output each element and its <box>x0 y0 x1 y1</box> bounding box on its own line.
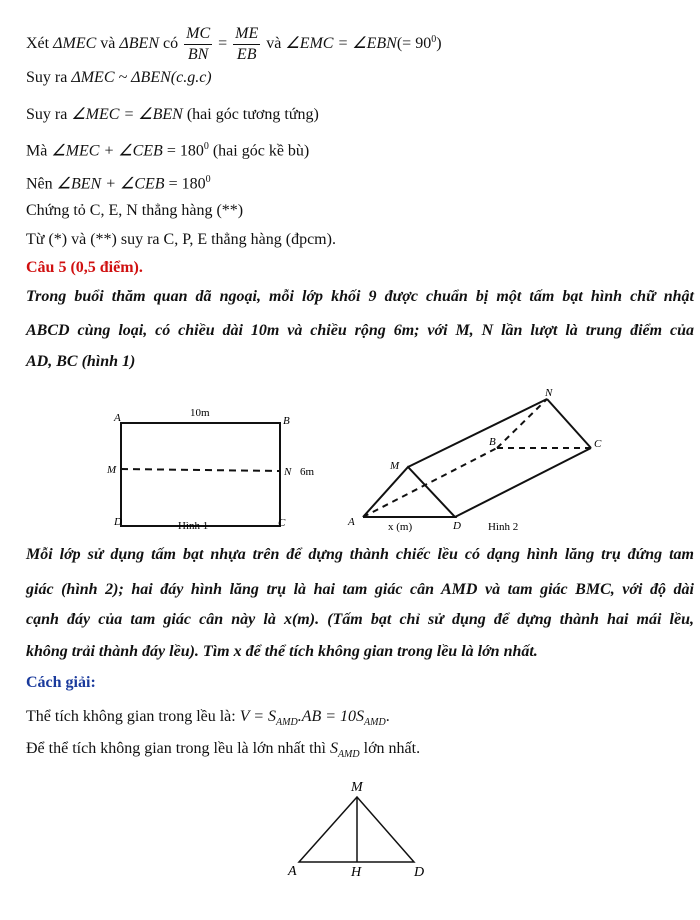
subscript: AMD <box>276 717 298 729</box>
math: ∠BEN + ∠CEB <box>56 175 165 193</box>
math: ∠MEC + ∠CEB <box>51 142 163 160</box>
question-title: Câu 5 (0,5 điểm). <box>26 259 143 276</box>
superscript: 0 <box>203 141 209 152</box>
figure-2-prism <box>363 399 591 517</box>
math: = 180 <box>162 142 204 160</box>
math: V = S <box>239 708 277 725</box>
text: Để thể tích không gian trong lều là lớn nhất thì <box>26 740 330 757</box>
text: và <box>266 35 286 53</box>
label-A: A <box>114 412 121 424</box>
solution-line-1 <box>26 707 390 733</box>
math: = <box>214 35 232 53</box>
math: .AB = 10S <box>297 708 365 725</box>
question-text: cạnh đáy của tam giác cân này là x(m). (Tấm bạt chỉ sử dụng để dựng thành hai mái lều, <box>26 611 694 628</box>
question-text: không trải thành đáy lều). Tìm x để thể tích không gian trong lều là lớn nhất. <box>26 643 538 660</box>
subscript: AMD <box>364 717 386 729</box>
text: (hai góc kề bù) <box>208 142 310 160</box>
text: Suy ra <box>26 69 72 86</box>
label-H3: H <box>351 865 362 880</box>
math: ) <box>436 35 442 53</box>
label-N: N <box>284 466 292 478</box>
text: lớn nhất. <box>359 740 421 757</box>
label-M3: M <box>351 780 363 795</box>
figure-2-caption: Hình 2 <box>488 521 519 533</box>
superscript: 0 <box>205 174 211 185</box>
solution-title: Cách giải: <box>26 674 96 691</box>
math: ΔBEN <box>119 35 159 53</box>
label-x: x (m) <box>388 521 413 533</box>
text: (hai góc tương tứng) <box>182 106 319 123</box>
label-B2: B <box>489 436 496 448</box>
question-text: AD, BC (hình 1) <box>26 353 136 370</box>
figure-1-rectangle <box>121 423 280 526</box>
text: Thể tích không gian trong lều là: <box>26 708 240 725</box>
label-length: 10m <box>190 407 210 419</box>
label-M: M <box>107 464 117 476</box>
line-7: Từ (*) và (**) suy ra C, P, E thẳng hàng (đpcm). <box>26 231 336 248</box>
numerator: ME <box>233 24 260 45</box>
line-6: Chứng tỏ C, E, N thẳng hàng (**) <box>26 202 244 219</box>
question-text: Mỗi lớp sử dụng tấm bạt nhựa trên để dựng thành chiếc lều có dạng hình lăng trụ đứng tam <box>26 546 694 563</box>
label-N2: N <box>545 387 553 399</box>
denominator: EB <box>236 46 257 63</box>
subscript: AMD <box>337 749 360 761</box>
denominator: BN <box>187 46 209 63</box>
text: Xét <box>26 35 54 53</box>
label-B: B <box>283 415 290 427</box>
label-D3: D <box>414 865 425 880</box>
solution-line-2 <box>26 739 420 765</box>
label-D2: D <box>453 520 461 532</box>
text: Nên <box>26 175 57 193</box>
label-C: C <box>278 517 286 529</box>
math: ∠MEC = ∠BEN <box>71 106 183 123</box>
math: (c.g.c) <box>170 69 212 86</box>
text: và <box>96 35 120 53</box>
label-A3: A <box>288 864 297 879</box>
label-width: 6m <box>300 466 315 478</box>
text: Mà <box>26 142 52 160</box>
superscript: 0 <box>431 33 437 45</box>
figure-3-triangle <box>299 797 414 862</box>
math: = 180 <box>164 175 206 193</box>
math: ΔMEC ~ ΔBEN <box>71 69 171 86</box>
label-D: D <box>114 516 122 528</box>
label-C2: C <box>594 438 602 450</box>
question-text: Trong buổi thăm quan dã ngoại, mỗi lớp khối 9 được chuẩn bị một tấm bạt hình chữ nhật <box>26 288 694 305</box>
text: có <box>159 35 183 53</box>
numerator: MC <box>184 24 212 45</box>
text: Suy ra <box>26 106 72 123</box>
question-text: giác (hình 2); hai đáy hình lăng trụ là hai tam giác cân AMD và tam giác BMC, với độ dài <box>26 581 694 598</box>
label-A2: A <box>348 516 355 528</box>
text: . <box>385 708 390 725</box>
math: S <box>329 740 338 757</box>
math: ∠EMC = ∠EBN <box>285 35 397 53</box>
question-text: ABCD cùng loại, có chiều dài 10m và chiều rộng 6m; với M, N lần lượt là trung điểm của <box>26 322 694 339</box>
math: (= 90 <box>396 35 432 53</box>
figure-1-caption: Hình 1 <box>178 520 209 532</box>
math: ΔMEC <box>53 35 97 53</box>
label-M2: M <box>390 460 400 472</box>
